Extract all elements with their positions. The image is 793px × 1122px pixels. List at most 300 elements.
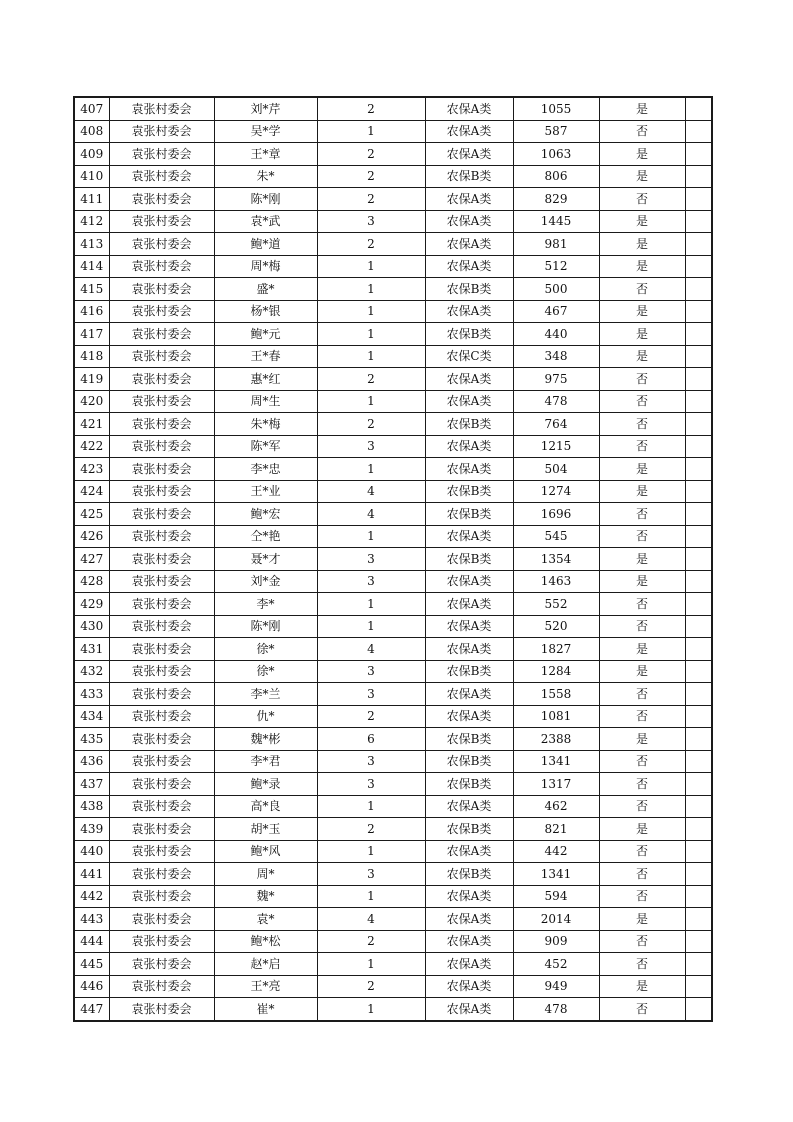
category-cell: 农保C类	[425, 345, 513, 368]
remark-cell	[685, 255, 712, 278]
category-cell: 农保A类	[425, 97, 513, 120]
name-cell: 李*忠	[214, 458, 317, 481]
household-size-cell: 2	[317, 818, 425, 841]
remark-cell	[685, 458, 712, 481]
village-committee-cell: 袁张村委会	[109, 705, 214, 728]
name-cell: 仝*艳	[214, 525, 317, 548]
status-cell: 否	[599, 278, 685, 301]
household-size-cell: 1	[317, 278, 425, 301]
status-cell: 是	[599, 345, 685, 368]
table-row	[74, 97, 712, 120]
row-number-cell: 407	[74, 97, 109, 120]
status-cell: 是	[599, 908, 685, 931]
name-cell: 袁*	[214, 908, 317, 931]
remark-cell	[685, 165, 712, 188]
table-row	[74, 975, 712, 998]
name-cell: 王*业	[214, 480, 317, 503]
status-cell: 否	[599, 998, 685, 1021]
row-number-cell: 445	[74, 953, 109, 976]
row-number-cell: 412	[74, 210, 109, 233]
table-row	[74, 120, 712, 143]
remark-cell	[685, 840, 712, 863]
name-cell: 徐*	[214, 638, 317, 661]
village-committee-cell: 袁张村委会	[109, 638, 214, 661]
household-size-cell: 2	[317, 975, 425, 998]
row-number-cell: 443	[74, 908, 109, 931]
name-cell: 盛*	[214, 278, 317, 301]
name-cell: 鲍*录	[214, 773, 317, 796]
table-row	[74, 278, 712, 301]
table-row	[74, 233, 712, 256]
status-cell: 否	[599, 368, 685, 391]
amount-cell: 478	[513, 998, 599, 1021]
village-committee-cell: 袁张村委会	[109, 998, 214, 1021]
status-cell: 是	[599, 660, 685, 683]
amount-cell: 806	[513, 165, 599, 188]
status-cell: 是	[599, 638, 685, 661]
row-number-cell: 446	[74, 975, 109, 998]
category-cell: 农保A类	[425, 368, 513, 391]
row-number-cell: 409	[74, 143, 109, 166]
row-number-cell: 440	[74, 840, 109, 863]
table-row	[74, 750, 712, 773]
category-cell: 农保B类	[425, 480, 513, 503]
name-cell: 鲍*道	[214, 233, 317, 256]
household-size-cell: 1	[317, 525, 425, 548]
amount-cell: 452	[513, 953, 599, 976]
table-row	[74, 818, 712, 841]
status-cell: 是	[599, 323, 685, 346]
village-committee-cell: 袁张村委会	[109, 570, 214, 593]
village-committee-cell: 袁张村委会	[109, 458, 214, 481]
amount-cell: 500	[513, 278, 599, 301]
remark-cell	[685, 795, 712, 818]
name-cell: 鲍*风	[214, 840, 317, 863]
category-cell: 农保B类	[425, 548, 513, 571]
table-row	[74, 188, 712, 211]
category-cell: 农保B类	[425, 728, 513, 751]
name-cell: 周*梅	[214, 255, 317, 278]
category-cell: 农保A类	[425, 458, 513, 481]
row-number-cell: 421	[74, 413, 109, 436]
household-size-cell: 1	[317, 255, 425, 278]
village-committee-cell: 袁张村委会	[109, 120, 214, 143]
status-cell: 否	[599, 930, 685, 953]
table-row	[74, 548, 712, 571]
amount-cell: 512	[513, 255, 599, 278]
category-cell: 农保A类	[425, 435, 513, 458]
remark-cell	[685, 278, 712, 301]
category-cell: 农保A类	[425, 953, 513, 976]
amount-cell: 545	[513, 525, 599, 548]
name-cell: 高*良	[214, 795, 317, 818]
household-size-cell: 3	[317, 773, 425, 796]
table-row	[74, 840, 712, 863]
remark-cell	[685, 615, 712, 638]
village-committee-cell: 袁张村委会	[109, 593, 214, 616]
village-committee-cell: 袁张村委会	[109, 548, 214, 571]
village-committee-cell: 袁张村委会	[109, 390, 214, 413]
household-size-cell: 2	[317, 97, 425, 120]
amount-cell: 975	[513, 368, 599, 391]
amount-cell: 1341	[513, 863, 599, 886]
table-row	[74, 773, 712, 796]
amount-cell: 909	[513, 930, 599, 953]
household-size-cell: 1	[317, 300, 425, 323]
amount-cell: 587	[513, 120, 599, 143]
name-cell: 李*	[214, 593, 317, 616]
remark-cell	[685, 863, 712, 886]
name-cell: 赵*启	[214, 953, 317, 976]
records-table	[73, 96, 713, 1022]
village-committee-cell: 袁张村委会	[109, 345, 214, 368]
household-size-cell: 2	[317, 188, 425, 211]
amount-cell: 467	[513, 300, 599, 323]
table-row	[74, 300, 712, 323]
row-number-cell: 431	[74, 638, 109, 661]
row-number-cell: 433	[74, 683, 109, 706]
village-committee-cell: 袁张村委会	[109, 615, 214, 638]
table-row	[74, 390, 712, 413]
table-row	[74, 615, 712, 638]
household-size-cell: 3	[317, 750, 425, 773]
category-cell: 农保A类	[425, 120, 513, 143]
status-cell: 是	[599, 480, 685, 503]
row-number-cell: 447	[74, 998, 109, 1021]
household-size-cell: 1	[317, 615, 425, 638]
table-row	[74, 143, 712, 166]
category-cell: 农保A类	[425, 885, 513, 908]
household-size-cell: 1	[317, 120, 425, 143]
village-committee-cell: 袁张村委会	[109, 953, 214, 976]
remark-cell	[685, 660, 712, 683]
category-cell: 农保B类	[425, 278, 513, 301]
remark-cell	[685, 998, 712, 1021]
table-row	[74, 953, 712, 976]
name-cell: 吴*学	[214, 120, 317, 143]
amount-cell: 2388	[513, 728, 599, 751]
amount-cell: 764	[513, 413, 599, 436]
row-number-cell: 441	[74, 863, 109, 886]
row-number-cell: 429	[74, 593, 109, 616]
status-cell: 否	[599, 795, 685, 818]
table-row	[74, 660, 712, 683]
remark-cell	[685, 120, 712, 143]
category-cell: 农保B类	[425, 773, 513, 796]
table-row	[74, 480, 712, 503]
household-size-cell: 2	[317, 143, 425, 166]
category-cell: 农保B类	[425, 818, 513, 841]
household-size-cell: 1	[317, 998, 425, 1021]
amount-cell: 1274	[513, 480, 599, 503]
amount-cell: 520	[513, 615, 599, 638]
name-cell: 鲍*元	[214, 323, 317, 346]
status-cell: 否	[599, 863, 685, 886]
household-size-cell: 1	[317, 795, 425, 818]
amount-cell: 1317	[513, 773, 599, 796]
remark-cell	[685, 750, 712, 773]
status-cell: 否	[599, 593, 685, 616]
category-cell: 农保A类	[425, 908, 513, 931]
category-cell: 农保A类	[425, 930, 513, 953]
table-row	[74, 885, 712, 908]
remark-cell	[685, 908, 712, 931]
status-cell: 否	[599, 188, 685, 211]
table-row	[74, 435, 712, 458]
row-number-cell: 442	[74, 885, 109, 908]
name-cell: 鲍*松	[214, 930, 317, 953]
category-cell: 农保B类	[425, 503, 513, 526]
table-row	[74, 503, 712, 526]
name-cell: 周*	[214, 863, 317, 886]
row-number-cell: 437	[74, 773, 109, 796]
table-row	[74, 570, 712, 593]
status-cell: 否	[599, 390, 685, 413]
household-size-cell: 1	[317, 345, 425, 368]
status-cell: 是	[599, 458, 685, 481]
amount-cell: 1354	[513, 548, 599, 571]
household-size-cell: 2	[317, 930, 425, 953]
amount-cell: 1055	[513, 97, 599, 120]
name-cell: 陈*刚	[214, 615, 317, 638]
table-row	[74, 728, 712, 751]
remark-cell	[685, 390, 712, 413]
household-size-cell: 1	[317, 323, 425, 346]
remark-cell	[685, 548, 712, 571]
category-cell: 农保A类	[425, 143, 513, 166]
household-size-cell: 2	[317, 413, 425, 436]
table-row	[74, 323, 712, 346]
name-cell: 袁*武	[214, 210, 317, 233]
remark-cell	[685, 345, 712, 368]
household-size-cell: 2	[317, 368, 425, 391]
name-cell: 刘*芹	[214, 97, 317, 120]
row-number-cell: 418	[74, 345, 109, 368]
household-size-cell: 3	[317, 570, 425, 593]
remark-cell	[685, 188, 712, 211]
household-size-cell: 3	[317, 210, 425, 233]
village-committee-cell: 袁张村委会	[109, 683, 214, 706]
amount-cell: 829	[513, 188, 599, 211]
name-cell: 刘*金	[214, 570, 317, 593]
village-committee-cell: 袁张村委会	[109, 255, 214, 278]
row-number-cell: 408	[74, 120, 109, 143]
name-cell: 朱*	[214, 165, 317, 188]
amount-cell: 981	[513, 233, 599, 256]
row-number-cell: 419	[74, 368, 109, 391]
status-cell: 否	[599, 413, 685, 436]
status-cell: 否	[599, 773, 685, 796]
remark-cell	[685, 210, 712, 233]
table-row	[74, 255, 712, 278]
village-committee-cell: 袁张村委会	[109, 300, 214, 323]
household-size-cell: 3	[317, 548, 425, 571]
household-size-cell: 2	[317, 165, 425, 188]
remark-cell	[685, 593, 712, 616]
name-cell: 鲍*宏	[214, 503, 317, 526]
table-body	[74, 97, 712, 1021]
status-cell: 是	[599, 210, 685, 233]
status-cell: 是	[599, 300, 685, 323]
name-cell: 李*兰	[214, 683, 317, 706]
table-row	[74, 863, 712, 886]
status-cell: 是	[599, 570, 685, 593]
household-size-cell: 1	[317, 885, 425, 908]
status-cell: 否	[599, 705, 685, 728]
household-size-cell: 1	[317, 953, 425, 976]
amount-cell: 594	[513, 885, 599, 908]
category-cell: 农保A类	[425, 705, 513, 728]
village-committee-cell: 袁张村委会	[109, 413, 214, 436]
row-number-cell: 410	[74, 165, 109, 188]
row-number-cell: 422	[74, 435, 109, 458]
row-number-cell: 444	[74, 930, 109, 953]
village-committee-cell: 袁张村委会	[109, 233, 214, 256]
name-cell: 惠*红	[214, 368, 317, 391]
amount-cell: 1081	[513, 705, 599, 728]
remark-cell	[685, 728, 712, 751]
category-cell: 农保B类	[425, 165, 513, 188]
name-cell: 王*章	[214, 143, 317, 166]
status-cell: 是	[599, 255, 685, 278]
row-number-cell: 414	[74, 255, 109, 278]
amount-cell: 442	[513, 840, 599, 863]
name-cell: 仇*	[214, 705, 317, 728]
household-size-cell: 6	[317, 728, 425, 751]
row-number-cell: 417	[74, 323, 109, 346]
household-size-cell: 4	[317, 908, 425, 931]
row-number-cell: 439	[74, 818, 109, 841]
remark-cell	[685, 97, 712, 120]
row-number-cell: 432	[74, 660, 109, 683]
row-number-cell: 425	[74, 503, 109, 526]
row-number-cell: 436	[74, 750, 109, 773]
status-cell: 是	[599, 548, 685, 571]
remark-cell	[685, 930, 712, 953]
table-row	[74, 930, 712, 953]
village-committee-cell: 袁张村委会	[109, 908, 214, 931]
name-cell: 魏*	[214, 885, 317, 908]
row-number-cell: 415	[74, 278, 109, 301]
amount-cell: 1558	[513, 683, 599, 706]
name-cell: 魏*彬	[214, 728, 317, 751]
remark-cell	[685, 323, 712, 346]
table-row	[74, 368, 712, 391]
row-number-cell: 423	[74, 458, 109, 481]
category-cell: 农保A类	[425, 570, 513, 593]
remark-cell	[685, 368, 712, 391]
village-committee-cell: 袁张村委会	[109, 525, 214, 548]
table-row	[74, 795, 712, 818]
name-cell: 陈*军	[214, 435, 317, 458]
village-committee-cell: 袁张村委会	[109, 773, 214, 796]
remark-cell	[685, 773, 712, 796]
remark-cell	[685, 638, 712, 661]
row-number-cell: 424	[74, 480, 109, 503]
amount-cell: 504	[513, 458, 599, 481]
village-committee-cell: 袁张村委会	[109, 323, 214, 346]
amount-cell: 348	[513, 345, 599, 368]
category-cell: 农保A类	[425, 300, 513, 323]
row-number-cell: 420	[74, 390, 109, 413]
row-number-cell: 416	[74, 300, 109, 323]
row-number-cell: 430	[74, 615, 109, 638]
amount-cell: 1445	[513, 210, 599, 233]
household-size-cell: 4	[317, 503, 425, 526]
status-cell: 是	[599, 728, 685, 751]
status-cell: 否	[599, 683, 685, 706]
row-number-cell: 411	[74, 188, 109, 211]
status-cell: 否	[599, 840, 685, 863]
table-row	[74, 345, 712, 368]
category-cell: 农保A类	[425, 390, 513, 413]
remark-cell	[685, 525, 712, 548]
amount-cell: 1215	[513, 435, 599, 458]
table-row	[74, 638, 712, 661]
category-cell: 农保B类	[425, 413, 513, 436]
status-cell: 否	[599, 525, 685, 548]
remark-cell	[685, 143, 712, 166]
name-cell: 崔*	[214, 998, 317, 1021]
name-cell: 周*生	[214, 390, 317, 413]
category-cell: 农保A类	[425, 255, 513, 278]
amount-cell: 1063	[513, 143, 599, 166]
remark-cell	[685, 818, 712, 841]
village-committee-cell: 袁张村委会	[109, 975, 214, 998]
village-committee-cell: 袁张村委会	[109, 188, 214, 211]
household-size-cell: 1	[317, 390, 425, 413]
status-cell: 否	[599, 953, 685, 976]
household-size-cell: 3	[317, 435, 425, 458]
category-cell: 农保A类	[425, 593, 513, 616]
household-size-cell: 2	[317, 233, 425, 256]
household-size-cell: 1	[317, 840, 425, 863]
remark-cell	[685, 480, 712, 503]
category-cell: 农保A类	[425, 975, 513, 998]
category-cell: 农保A类	[425, 615, 513, 638]
row-number-cell: 435	[74, 728, 109, 751]
table-row	[74, 165, 712, 188]
row-number-cell: 413	[74, 233, 109, 256]
village-committee-cell: 袁张村委会	[109, 863, 214, 886]
amount-cell: 949	[513, 975, 599, 998]
row-number-cell: 438	[74, 795, 109, 818]
village-committee-cell: 袁张村委会	[109, 210, 214, 233]
household-size-cell: 4	[317, 638, 425, 661]
village-committee-cell: 袁张村委会	[109, 143, 214, 166]
village-committee-cell: 袁张村委会	[109, 165, 214, 188]
household-size-cell: 3	[317, 863, 425, 886]
name-cell: 杨*银	[214, 300, 317, 323]
village-committee-cell: 袁张村委会	[109, 480, 214, 503]
remark-cell	[685, 705, 712, 728]
village-committee-cell: 袁张村委会	[109, 278, 214, 301]
village-committee-cell: 袁张村委会	[109, 97, 214, 120]
amount-cell: 1284	[513, 660, 599, 683]
table-row	[74, 525, 712, 548]
village-committee-cell: 袁张村委会	[109, 795, 214, 818]
status-cell: 是	[599, 233, 685, 256]
status-cell: 否	[599, 120, 685, 143]
household-size-cell: 3	[317, 683, 425, 706]
row-number-cell: 428	[74, 570, 109, 593]
household-size-cell: 2	[317, 705, 425, 728]
name-cell: 王*亮	[214, 975, 317, 998]
village-committee-cell: 袁张村委会	[109, 503, 214, 526]
amount-cell: 462	[513, 795, 599, 818]
remark-cell	[685, 435, 712, 458]
name-cell: 聂*才	[214, 548, 317, 571]
